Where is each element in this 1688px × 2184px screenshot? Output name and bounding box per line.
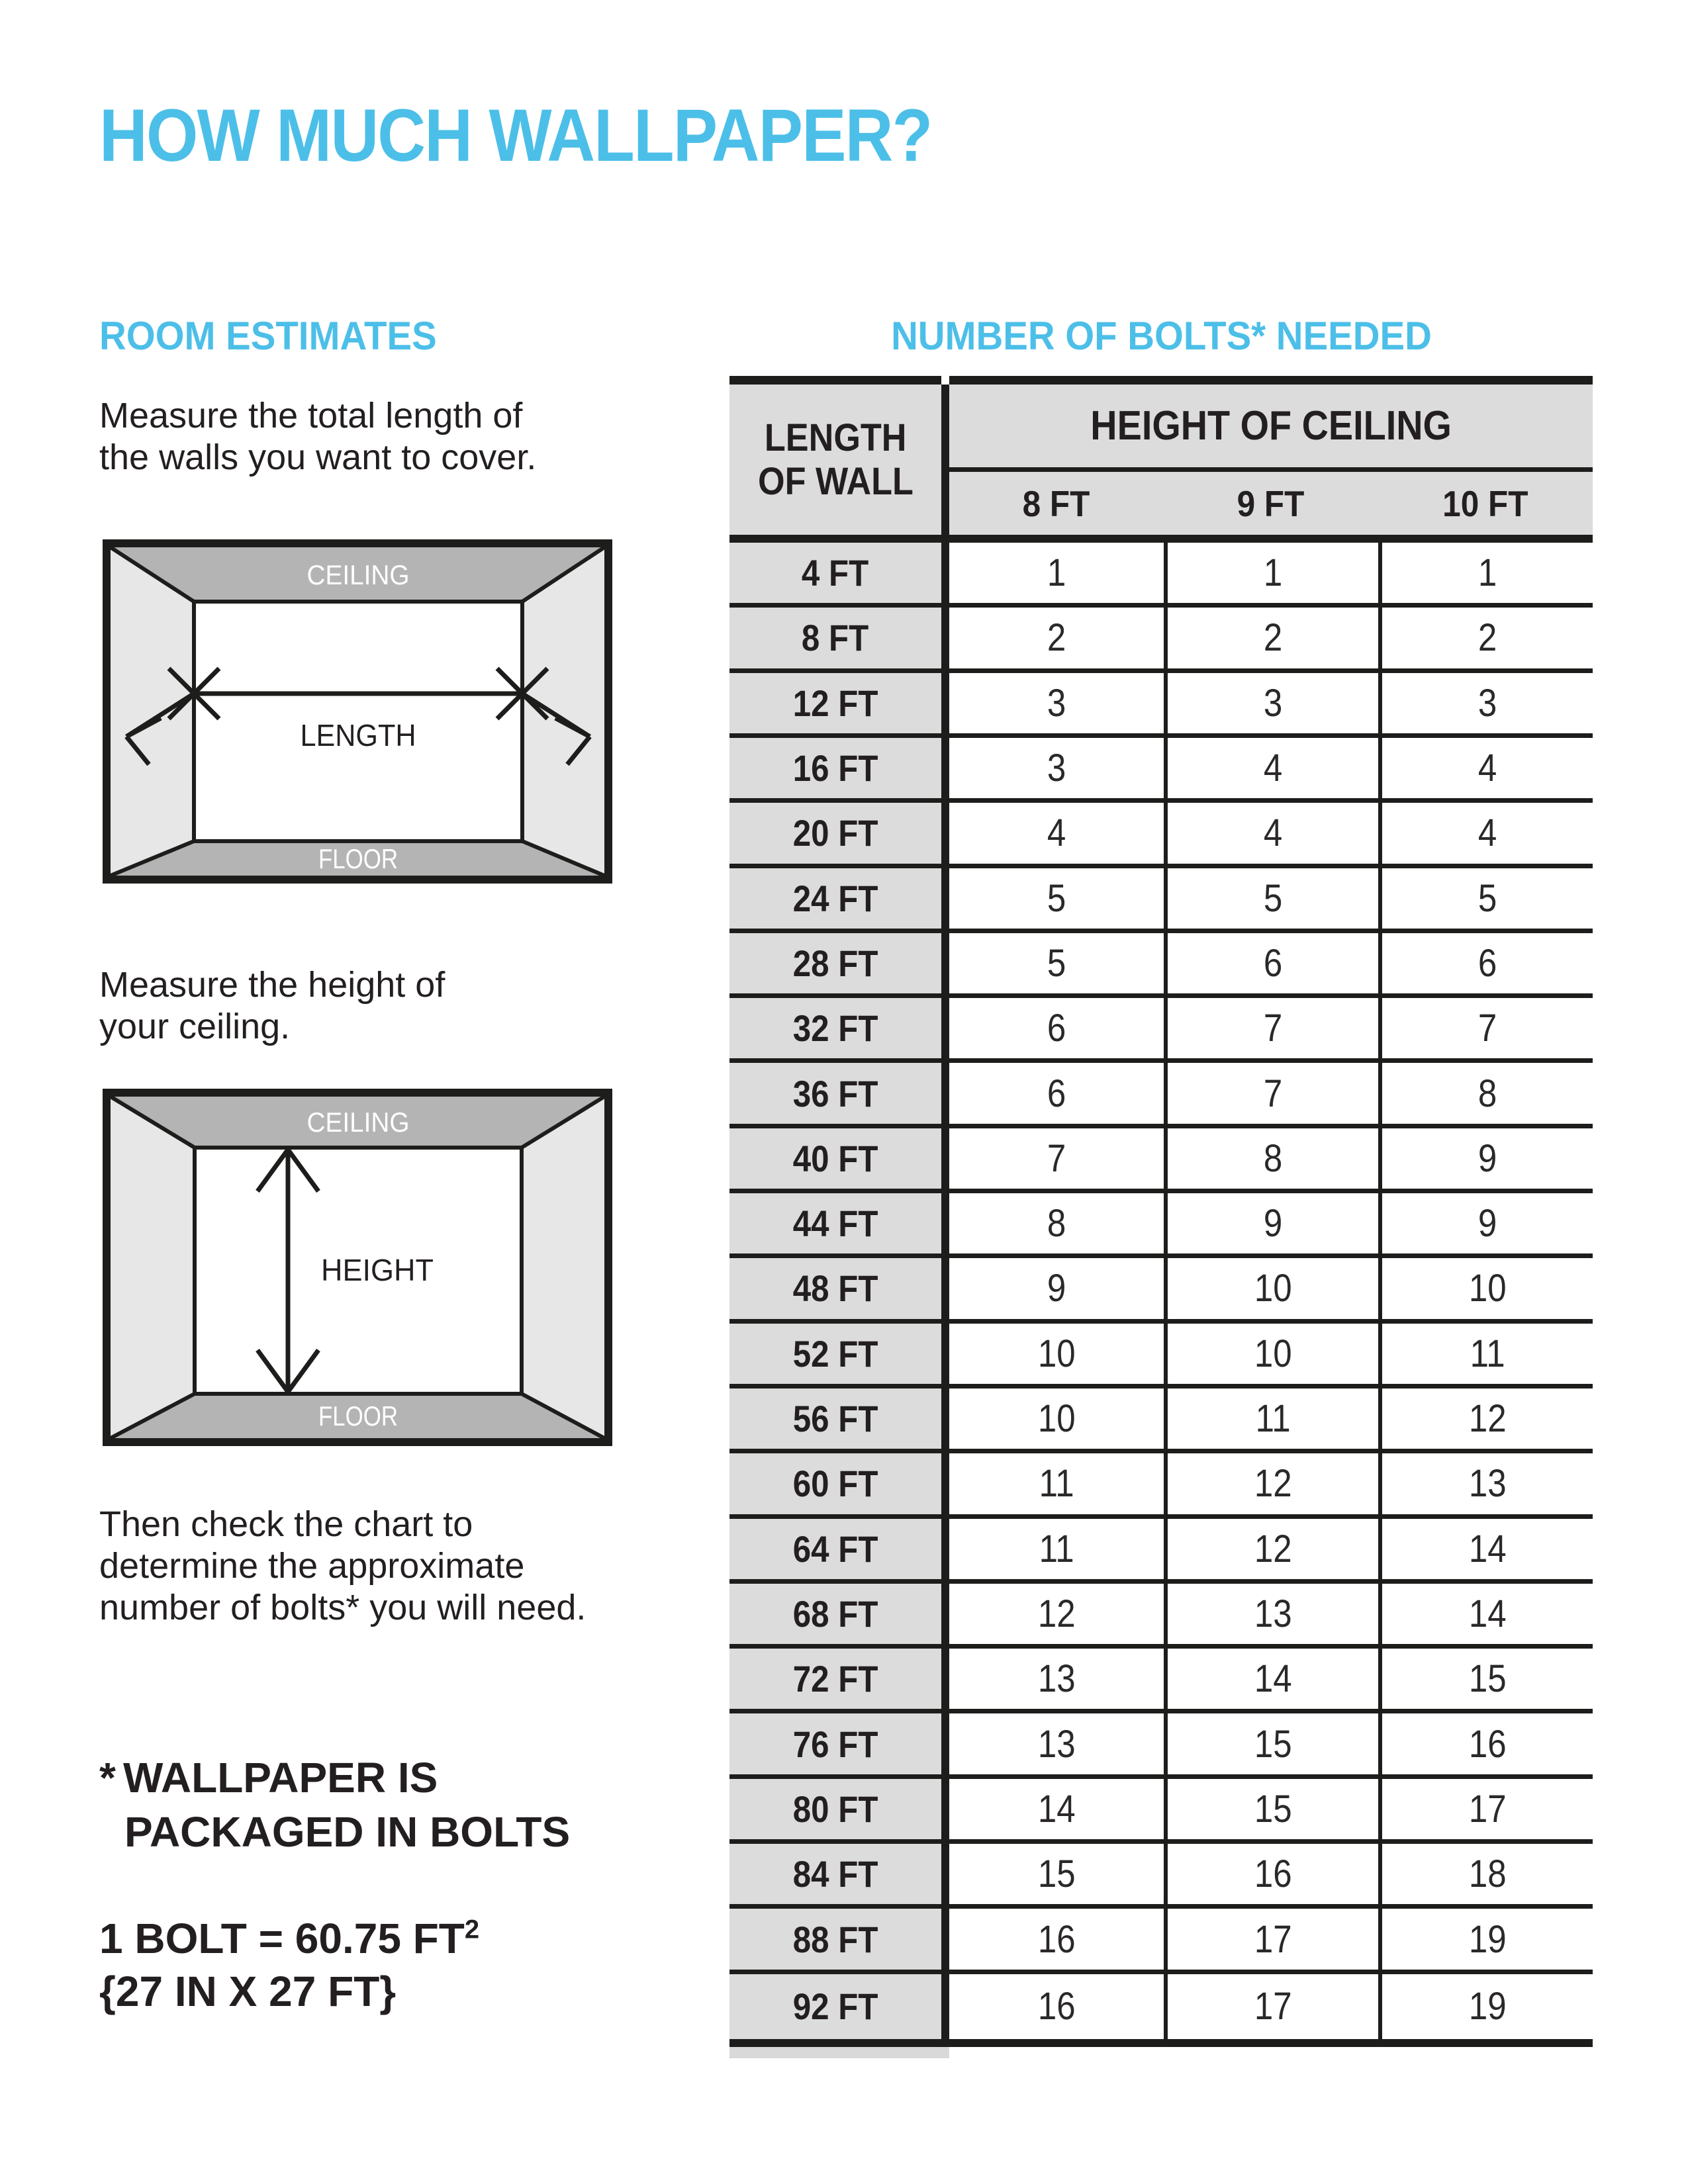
bolt-count-cell-text: 12 [1254,1462,1292,1506]
table-row [729,1258,1593,1323]
bolt-count-cell [1164,1453,1378,1514]
row-label-text: 4 FT [802,552,869,594]
bolt-count-cell-text: 10 [1037,1332,1076,1375]
ceiling-height-columns [949,472,1593,535]
bolt-count-cell-text: 1 [1477,551,1497,595]
bolt-count-cell [1164,933,1378,993]
row-label [729,1779,941,1839]
bolt-count-cell-text: 6 [1047,1007,1066,1050]
row-label-text: 24 FT [792,877,878,919]
bolt-count-cell [949,1063,1164,1123]
row-label-text: 64 FT [792,1527,878,1570]
row-label [729,1258,941,1318]
bolt-count-cell-text: 3 [1263,681,1283,725]
row-label-text: 36 FT [792,1072,878,1115]
ceiling-height-label: 10 FT [1442,482,1528,524]
table-row [729,1844,1593,1909]
bolt-count-cell [949,803,1164,863]
instruction-line: number of bolts* you will need. [99,1588,586,1627]
bolt-count-cell [1378,1844,1593,1904]
row-label [729,1974,941,2039]
length-of-wall-header [729,385,941,535]
row-label-text: 44 FT [792,1203,878,1245]
row-label-text: 92 FT [792,1985,878,2028]
table-bottom-border [729,2039,1593,2047]
column-divider [941,608,949,668]
bolt-count-cell-text: 11 [1470,1332,1505,1375]
bolt-count-cell-text: 12 [1254,1527,1292,1570]
column-divider [941,1909,949,1969]
bolt-equation-text: 1 BOLT = 60.75 FT [99,1915,465,1962]
bolt-count-cell-text: 15 [1037,1852,1076,1896]
bolt-count-cell-text: 5 [1047,941,1066,985]
row-label-text: 28 FT [792,942,878,984]
asterisk: * [99,1754,116,1801]
row-label-text: 16 FT [792,747,878,790]
row-label [729,543,941,603]
row-label [729,1388,941,1449]
bolt-count-cell-text: 3 [1047,747,1066,790]
bolt-count-cell-text: 10 [1254,1332,1292,1375]
row-label-text: 84 FT [792,1853,878,1895]
table-header [729,385,1593,543]
ceiling-height-label: 8 FT [1023,482,1090,524]
table-row [729,803,1593,868]
length-label: LENGTH [300,718,416,752]
footnote-line [99,1751,570,1805]
bolt-count-cell-text: 5 [1263,876,1283,920]
table-row [729,543,1593,608]
row-label [729,1063,941,1123]
column-divider [941,1128,949,1189]
bolt-count-cell [1164,1519,1378,1579]
row-label [729,1649,941,1709]
bolt-count-cell [1164,803,1378,863]
row-label [729,1324,941,1384]
row-label-text: 48 FT [792,1267,878,1310]
column-divider [941,1584,949,1644]
bolt-count-cell [949,608,1164,668]
table-top-border [729,376,1593,385]
bolt-count-cell [1164,1258,1378,1318]
bolt-count-cell [1164,1974,1378,2039]
instruction-line: determine the approximate [99,1546,525,1586]
bolt-count-cell [1164,1193,1378,1253]
column-divider [941,1063,949,1123]
bolt-count-cell [1164,1128,1378,1189]
column-divider [941,385,949,535]
column-divider [941,1453,949,1514]
table-row [729,1324,1593,1388]
column-divider [941,868,949,929]
bolt-count-cell [1378,868,1593,929]
bolt-count-cell-text: 13 [1254,1592,1292,1636]
bolt-count-cell [949,1584,1164,1644]
bolt-count-cell [949,1974,1164,2039]
bolt-count-cell-text: 12 [1037,1592,1076,1636]
instruction-line: Measure the total length of [99,396,523,435]
bolt-count-cell [949,1909,1164,1969]
bolt-count-cell-text: 2 [1477,616,1497,660]
row-label [729,608,941,668]
column-divider [941,1388,949,1449]
ceiling-height-column [1164,472,1378,535]
room-height-diagram [103,1089,612,1446]
bolt-count-cell [1378,1258,1593,1318]
bolt-count-cell-text: 13 [1037,1722,1076,1766]
bolt-count-cell-text: 1 [1047,551,1066,595]
bolt-count-cell-text: 16 [1468,1722,1507,1766]
table-row [729,1779,1593,1844]
bolt-count-cell [1164,1063,1378,1123]
table-body [729,543,1593,2039]
bolt-count-cell [1378,738,1593,798]
bolt-count-cell-text: 3 [1477,681,1497,725]
instruction-line: Then check the chart to [99,1504,473,1544]
bolt-count-cell [1164,1649,1378,1709]
bolt-count-cell-text: 5 [1047,876,1066,920]
row-label [729,1519,941,1579]
row-label [729,933,941,993]
top-border-right-segment [949,376,1593,385]
bolt-count-cell-text: 16 [1037,1985,1076,2028]
table-row [729,868,1593,933]
footnote-text: WALLPAPER IS [123,1754,438,1801]
table-row [729,1388,1593,1453]
bolt-equation [99,1912,479,1965]
bolt-count-cell [949,1649,1164,1709]
row-label-text: 60 FT [792,1463,878,1505]
row-label-text: 80 FT [792,1788,878,1830]
bolt-count-cell-text: 11 [1039,1527,1074,1570]
bolt-count-cell-text: 4 [1477,747,1497,790]
left-wall-panel [111,547,194,876]
instruction-measure-height [99,964,445,1048]
bolt-count-cell-text: 7 [1477,1007,1497,1050]
bolt-count-cell [949,998,1164,1058]
row-label [729,1128,941,1189]
column-divider [941,1193,949,1253]
bolt-size-info [99,1912,479,2018]
bolt-count-cell-text: 15 [1254,1722,1292,1766]
bolt-count-cell [1378,1584,1593,1644]
bolt-count-cell [1164,1713,1378,1774]
bolt-count-cell [1164,1584,1378,1644]
table-row [729,1649,1593,1713]
bolt-count-cell [1378,1779,1593,1839]
row-label [729,1909,941,1969]
bolts-needed-heading [729,316,1593,356]
bolt-count-cell [1378,998,1593,1058]
table-row [729,1713,1593,1778]
column-divider [941,738,949,798]
row-label-text: 8 FT [802,617,869,659]
left-wall-panel [111,1097,195,1438]
bolt-count-cell [1378,933,1593,993]
right-wall-panel [522,547,604,876]
bolt-count-cell [1164,1324,1378,1384]
column-divider [941,933,949,993]
table-row [729,1974,1593,2039]
bolt-count-cell-text: 17 [1468,1787,1507,1831]
room-length-diagram [103,539,612,884]
bolt-count-cell-text: 4 [1047,811,1066,855]
bolt-count-cell-text: 3 [1047,681,1066,725]
row-label-text: 76 FT [792,1723,878,1765]
bolt-count-cell-text: 1 [1263,551,1283,595]
bolt-count-cell [949,738,1164,798]
column-divider [941,1649,949,1709]
bolts-table [729,376,1593,2058]
row-label [729,673,941,733]
row-label-text: 88 FT [792,1918,878,1960]
bolt-count-cell [949,1324,1164,1384]
bolt-count-cell-text: 4 [1263,811,1283,855]
bolt-count-cell [1378,543,1593,603]
bolt-count-cell [1378,1193,1593,1253]
table-row [729,1909,1593,1974]
bolt-count-cell [949,1388,1164,1449]
length-of-wall-line: OF WALL [757,459,914,503]
bolt-count-cell [1164,1844,1378,1904]
room-estimates-heading: ROOM ESTIMATES [99,314,437,358]
row-label-text: 72 FT [792,1658,878,1700]
bolt-count-cell-text: 13 [1468,1462,1507,1506]
bolt-count-cell [1378,608,1593,668]
column-divider [941,543,949,603]
column-divider [941,998,949,1058]
bolt-count-cell [1378,1388,1593,1449]
row-label-text: 68 FT [792,1593,878,1635]
bolt-count-cell-text: 14 [1468,1592,1507,1636]
bolt-count-cell-text: 9 [1477,1202,1497,1246]
column-divider [941,1713,949,1774]
bolt-count-cell [1378,1063,1593,1123]
bolt-count-cell [949,1713,1164,1774]
bolt-count-cell-text: 9 [1047,1267,1066,1310]
column-divider [941,673,949,733]
row-label-text: 56 FT [792,1398,878,1440]
height-of-ceiling-group [949,385,1593,535]
bolt-count-cell [1164,738,1378,798]
bolt-count-cell-text: 6 [1477,941,1497,985]
bolt-count-cell-text: 11 [1255,1397,1291,1441]
column-divider [941,1974,949,2039]
column-divider [941,803,949,863]
bolt-count-cell [1164,998,1378,1058]
bolt-count-cell-text: 15 [1468,1657,1507,1701]
superscript-2: 2 [464,1915,480,1944]
row-label-text: 32 FT [792,1007,878,1050]
row-label [729,1193,941,1253]
table-row [729,933,1593,998]
row-label [729,1844,941,1904]
bolt-count-cell [1378,1713,1593,1774]
page-title: HOW MUCH WALLPAPER? [99,94,932,177]
table-row [729,998,1593,1063]
ceiling-height-label: 9 FT [1237,482,1305,524]
bolt-count-cell-text: 9 [1477,1136,1497,1180]
bolt-count-cell [1164,608,1378,668]
table-row [729,1128,1593,1193]
row-label-text: 40 FT [792,1137,878,1179]
bolt-count-cell [949,1779,1164,1839]
table-row [729,1584,1593,1649]
bolt-count-cell-text: 6 [1047,1071,1066,1115]
bolt-dimensions: {27 IN X 27 FT} [99,1968,397,2015]
bolt-count-cell [1164,543,1378,603]
bolt-count-cell-text: 11 [1039,1462,1074,1506]
bolt-count-cell-text: 16 [1254,1852,1292,1896]
table-row [729,1453,1593,1518]
bolt-count-cell [949,1128,1164,1189]
ceiling-label: CEILING [306,559,410,590]
column-divider [941,1258,949,1318]
row-label [729,738,941,798]
bolt-count-cell-text: 8 [1047,1202,1066,1246]
bolt-count-cell-text: 2 [1047,616,1066,660]
height-label: HEIGHT [321,1253,434,1287]
row-label-text: 12 FT [792,682,878,724]
bolt-count-cell [949,868,1164,929]
bolt-count-cell [1164,1388,1378,1449]
row-label [729,1453,941,1514]
bolt-count-cell-text: 14 [1468,1527,1507,1570]
bolt-count-cell-text: 10 [1037,1397,1076,1441]
height-of-ceiling-text: HEIGHT OF CEILING [1090,403,1452,449]
row-label [729,868,941,929]
floor-label: FLOOR [318,843,398,874]
table-row [729,673,1593,738]
bolt-count-cell-text: 8 [1477,1071,1497,1115]
bolt-count-cell-text: 12 [1468,1397,1507,1441]
right-wall-panel [522,1097,604,1438]
bolts-needed-heading-text: NUMBER OF BOLTS* NEEDED [890,314,1432,358]
bolt-count-cell [1164,868,1378,929]
bolt-count-cell-text: 19 [1468,1917,1507,1961]
top-border-notch [941,376,949,385]
column-divider [941,1324,949,1384]
bolt-count-cell [949,673,1164,733]
table-row [729,1063,1593,1128]
ceiling-height-column [949,472,1164,535]
bolt-count-cell [1378,1128,1593,1189]
bolt-count-cell-text: 2 [1263,616,1283,660]
row-label-text: 20 FT [792,812,878,854]
bolt-count-cell [1378,1974,1593,2039]
bolt-count-cell [1378,673,1593,733]
bolt-count-cell-text: 13 [1037,1657,1076,1701]
instruction-check-chart [99,1504,586,1629]
bolt-count-cell [949,1193,1164,1253]
row-label-text: 52 FT [792,1332,878,1375]
bolt-count-cell [1378,803,1593,863]
table-row [729,738,1593,803]
table-row [729,1519,1593,1584]
bolt-count-cell-text: 9 [1263,1202,1283,1246]
length-of-wall-line: LENGTH [764,416,907,459]
bolt-count-cell [949,543,1164,603]
bolt-count-cell [949,1519,1164,1579]
column-divider [941,1779,949,1839]
bolt-count-cell [1378,1519,1593,1579]
bolt-count-cell [1164,1909,1378,1969]
header-divider-line [949,467,1593,472]
floor-label: FLOOR [318,1400,398,1432]
instruction-line: your ceiling. [99,1007,291,1046]
bolt-count-cell-text: 14 [1037,1787,1076,1831]
bolt-count-cell-text: 7 [1263,1071,1283,1115]
row-label [729,998,941,1058]
column-divider [941,1519,949,1579]
bolt-count-cell [1378,1453,1593,1514]
bolt-count-cell-text: 6 [1263,941,1283,985]
bolt-count-cell [1164,673,1378,733]
bolt-count-cell [949,1844,1164,1904]
bolt-count-cell-text: 8 [1263,1136,1283,1180]
bolt-count-cell-text: 17 [1254,1985,1292,2028]
bolt-count-cell-text: 18 [1468,1852,1507,1896]
bolt-count-cell [1164,1779,1378,1839]
bolt-count-cell-text: 4 [1263,747,1283,790]
instruction-measure-length [99,395,536,478]
bolt-count-cell [949,1453,1164,1514]
ceiling-height-column [1378,472,1593,535]
bolt-count-cell-text: 19 [1468,1985,1507,2028]
bolts-footnote [99,1751,570,1859]
row-label [729,803,941,863]
bolt-count-cell-text: 7 [1047,1136,1066,1180]
table-row [729,1193,1593,1258]
ceiling-label: CEILING [306,1107,410,1138]
bolt-count-cell-text: 15 [1254,1787,1292,1831]
bolt-count-cell [1378,1324,1593,1384]
bolt-count-cell-text: 10 [1254,1267,1292,1310]
top-border-left-segment [729,376,941,385]
bolt-count-cell [1378,1909,1593,1969]
bolt-count-cell-text: 17 [1254,1917,1292,1961]
bolt-count-cell-text: 14 [1254,1657,1292,1701]
bolt-count-cell-text: 16 [1037,1917,1076,1961]
bolt-count-cell-text: 5 [1477,876,1497,920]
bolt-count-cell-text: 4 [1477,811,1497,855]
bolt-count-cell [949,933,1164,993]
column-divider [941,1844,949,1904]
table-bottom-strip [729,2047,949,2058]
row-label [729,1584,941,1644]
bolt-count-cell [1378,1649,1593,1709]
row-label [729,1713,941,1774]
bolt-count-cell [949,1258,1164,1318]
bolt-count-cell-text: 7 [1263,1007,1283,1050]
instruction-line: the walls you want to cover. [99,437,537,477]
height-of-ceiling-header [949,385,1593,467]
footnote-line: PACKAGED IN BOLTS [124,1808,571,1856]
table-row [729,608,1593,672]
instruction-line: Measure the height of [99,965,445,1005]
bolt-count-cell-text: 10 [1468,1267,1507,1310]
